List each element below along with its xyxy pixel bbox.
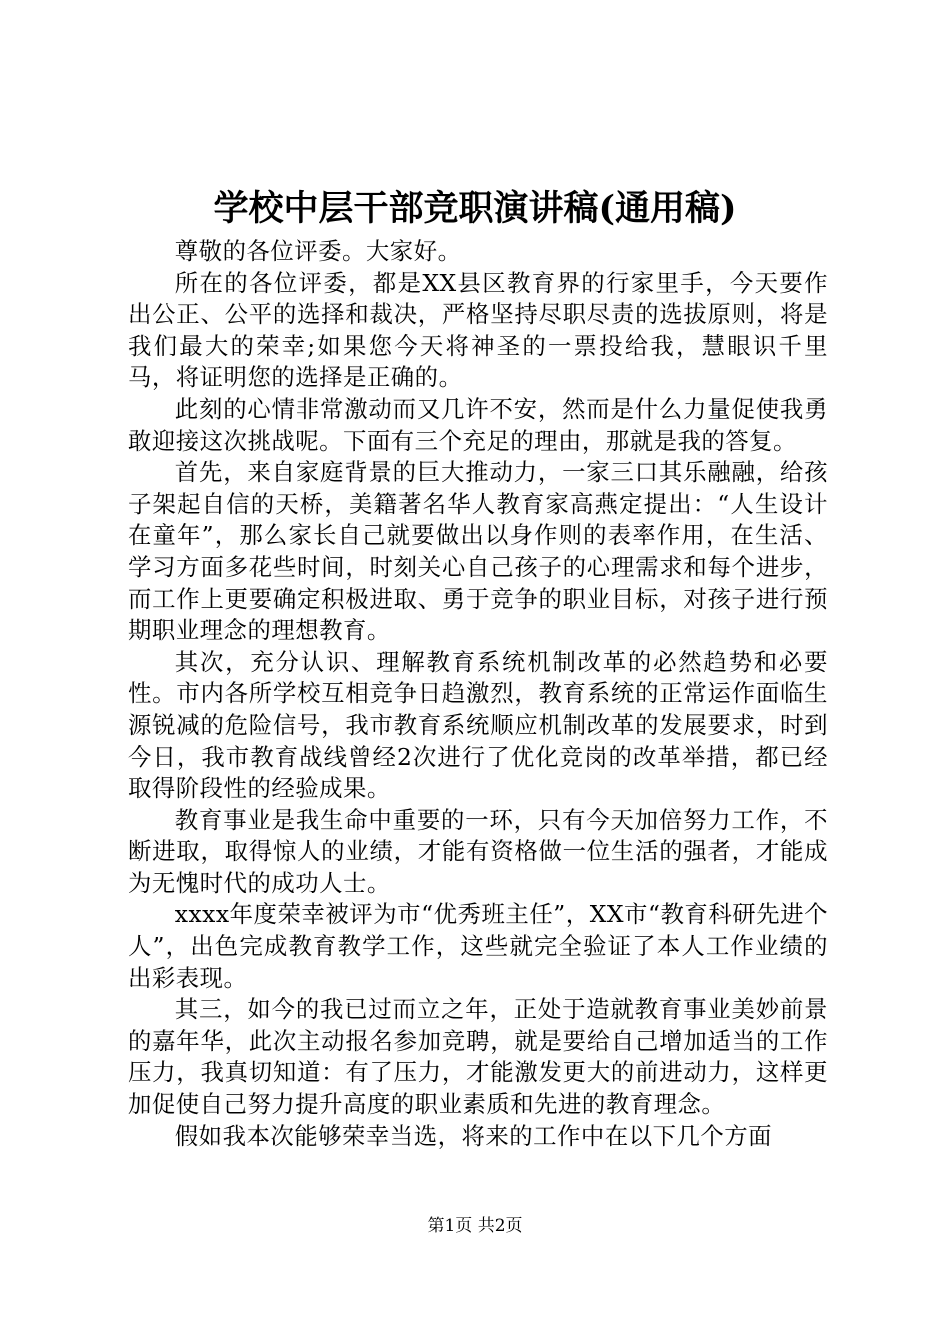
paragraph-third-reason: 其三，如今的我已过而立之年，正处于造就教育事业美妙前景的嘉年华，此次主动报名参加竞聘，就是要给自己增加适当的工作压力，我真切知道：有了压力，才能激发更大的前进动力，这样更加促使自己努力提升高度的职业素质和先进的教育理念。 (128, 995, 828, 1119)
paragraph-judges: 所在的各位评委，都是XX县区教育界的行家里手，今天要作出公正、公平的选择和裁决，严格坚持尽职尽责的选拔原则，将是我们最大的荣幸;如果您今天将神圣的一票投给我，慧眼识千里马，将证明您的选择是正确的。 (128, 268, 828, 392)
paragraph-greeting: 尊敬的各位评委。大家好。 (174, 237, 462, 265)
paragraph-plans: 假如我本次能够荣幸当选，将来的工作中在以下几个方面 (174, 1121, 773, 1150)
paragraph-second-reason: 其次，充分认识、理解教育系统机制改革的必然趋势和必要性。市内各所学校互相竞争日趋激烈，教育系统的正常运作面临生源锐减的危险信号，我市教育系统顺应机制改革的发展要求，时到今日，我市教育战线曾经2次进行了优化竞岗的改革举措，都已经取得阶段性的经验成果。 (128, 647, 828, 803)
document-body (128, 236, 828, 1152)
paragraph-honors: xxxx年度荣幸被评为市“优秀班主任”，XX市“教育科研先进个人”，出色完成教育教学工作，这些就完全验证了本人工作业绩的出彩表现。 (128, 900, 828, 992)
paragraph-first-reason: 首先，来自家庭背景的巨大推动力，一家三口其乐融融，给孩子架起自信的天桥，美籍著名华人教育家高燕定提出：“人生设计在童年”，那么家长自己就要做出以身作则的表率作用，在生活、学习方面多花些时间，时刻关心自己孩子的心理需求和每个进步，而工作上更要确定积极进取、勇于竞争的职业目标，对孩子进行预期职业理念的理想教育。 (128, 458, 828, 645)
document-title: 学校中层干部竞职演讲稿(通用稿) (213, 188, 737, 229)
paragraph-feelings: 此刻的心情非常激动而又几许不安，然而是什么力量促使我勇敢迎接这次挑战呢。下面有三个充足的理由，那就是我的答复。 (128, 394, 828, 455)
paragraph-career: 教育事业是我生命中重要的一环，只有今天加倍努力工作，不断进取，取得惊人的业绩，才能有资格做一位生活的强者，才能成为无愧时代的成功人士。 (128, 805, 828, 897)
page-footer: 第1页 共2页 (427, 1216, 523, 1236)
